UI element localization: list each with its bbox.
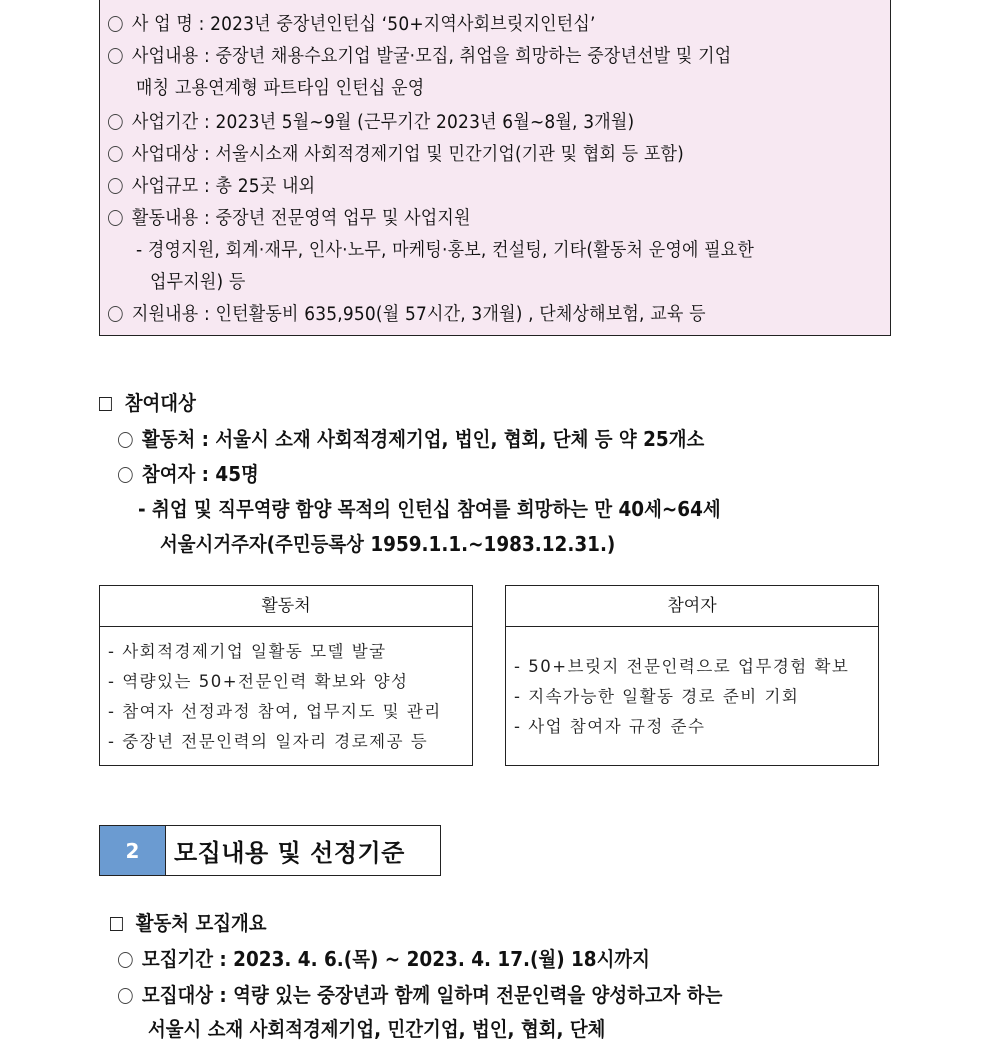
section-title: 모집내용 및 선정기준 xyxy=(174,839,405,867)
activity-site-item: - 중장년 전문인력의 일자리 경로제공 등 xyxy=(108,732,429,751)
recruitment-period: 모집기간 : 2023. 4. 6.(목) ~ 2023. 4. 17.(월) 18시까지 xyxy=(118,943,650,975)
participant-item: - 지속가능한 일활동 경로 준비 기회 xyxy=(514,687,800,706)
circle-bullet-icon xyxy=(108,178,123,194)
square-bullet-icon xyxy=(110,917,123,931)
summary-activity-detail: - 경영지원, 회계·재무, 인사·노무, 마케팅·홍보, 컨설팅, 기타(활동처 운영에 필요한 xyxy=(136,240,755,261)
summary-project-target: 사업대상 : 서울시소재 사회적경제기업 및 민간기업(기관 및 협회 등 포함) xyxy=(108,139,684,171)
square-bullet-icon xyxy=(99,397,112,411)
summary-project-content: 사업내용 : 중장년 채용수요기업 발굴·모집, 취업을 희망하는 중장년선발 및 기업 xyxy=(108,41,731,73)
circle-bullet-icon xyxy=(118,432,133,448)
circle-bullet-icon xyxy=(108,48,123,64)
participants-count: 참여자 : 45명 xyxy=(118,458,259,490)
summary-project-period: 사업기간 : 2023년 5월~9월 (근무기간 2023년 6월~8월, 3개월) xyxy=(108,107,634,139)
summary-project-scale: 사업규모 : 총 25곳 내외 xyxy=(108,171,315,203)
participants-detail-line1: - 취업 및 직무역량 함양 목적의 인턴십 참여를 희망하는 만 40세~64세 xyxy=(138,497,721,521)
activity-site-item: - 역량있는 50+전문인력 확보와 양성 xyxy=(108,672,409,691)
circle-bullet-icon xyxy=(118,467,133,483)
participant-box-title: 참여자 xyxy=(506,586,878,627)
recruitment-heading: 활동처 모집개요 xyxy=(110,907,267,939)
circle-bullet-icon xyxy=(118,952,133,968)
circle-bullet-icon xyxy=(108,114,123,130)
activity-site-box-title: 활동처 xyxy=(100,586,472,627)
summary-activity-detail-cont: 업무지원) 등 xyxy=(150,272,246,293)
participant-box xyxy=(505,585,879,766)
participants-activity-site: 활동처 : 서울시 소재 사회적경제기업, 법인, 협회, 단체 등 약 25개소 xyxy=(118,423,704,455)
project-summary-box xyxy=(99,0,891,336)
circle-bullet-icon xyxy=(108,210,123,226)
recruitment-target-line2: 서울시 소재 사회적경제기업, 민간기업, 법인, 협회, 단체 xyxy=(148,1017,606,1041)
participant-item: - 50+브릿지 전문인력으로 업무경험 확보 xyxy=(514,657,850,676)
participant-item: - 사업 참여자 규정 준수 xyxy=(514,717,706,736)
circle-bullet-icon xyxy=(108,16,123,32)
circle-bullet-icon xyxy=(108,306,123,322)
activity-site-box xyxy=(99,585,473,766)
participants-detail-line2: 서울시거주자(주민등록상 1959.1.1.~1983.12.31.) xyxy=(160,532,616,556)
circle-bullet-icon xyxy=(108,146,123,162)
activity-site-item: - 사회적경제기업 일활동 모델 발굴 xyxy=(108,642,387,661)
summary-activity-content: 활동내용 : 중장년 전문영역 업무 및 사업지원 xyxy=(108,203,471,235)
section-2-header xyxy=(99,825,441,876)
summary-project-content-cont: 매칭 고용연계형 파트타임 인턴십 운영 xyxy=(136,78,425,99)
summary-support-content: 지원내용 : 인턴활동비 635,950(월 57시간, 3개월) , 단체상해보험, 교육 등 xyxy=(108,299,706,331)
summary-project-name: 사 업 명 : 2023년 중장년인턴십 ‘50+지역사회브릿지인턴십’ xyxy=(108,9,596,41)
section-number: 2 xyxy=(100,826,166,875)
participants-heading: 참여대상 xyxy=(99,387,196,419)
activity-site-item: - 참여자 선정과정 참여, 업무지도 및 관리 xyxy=(108,702,442,721)
circle-bullet-icon xyxy=(118,988,133,1004)
recruitment-target-line1: 모집대상 : 역량 있는 중장년과 함께 일하며 전문인력을 양성하고자 하는 xyxy=(118,979,722,1011)
